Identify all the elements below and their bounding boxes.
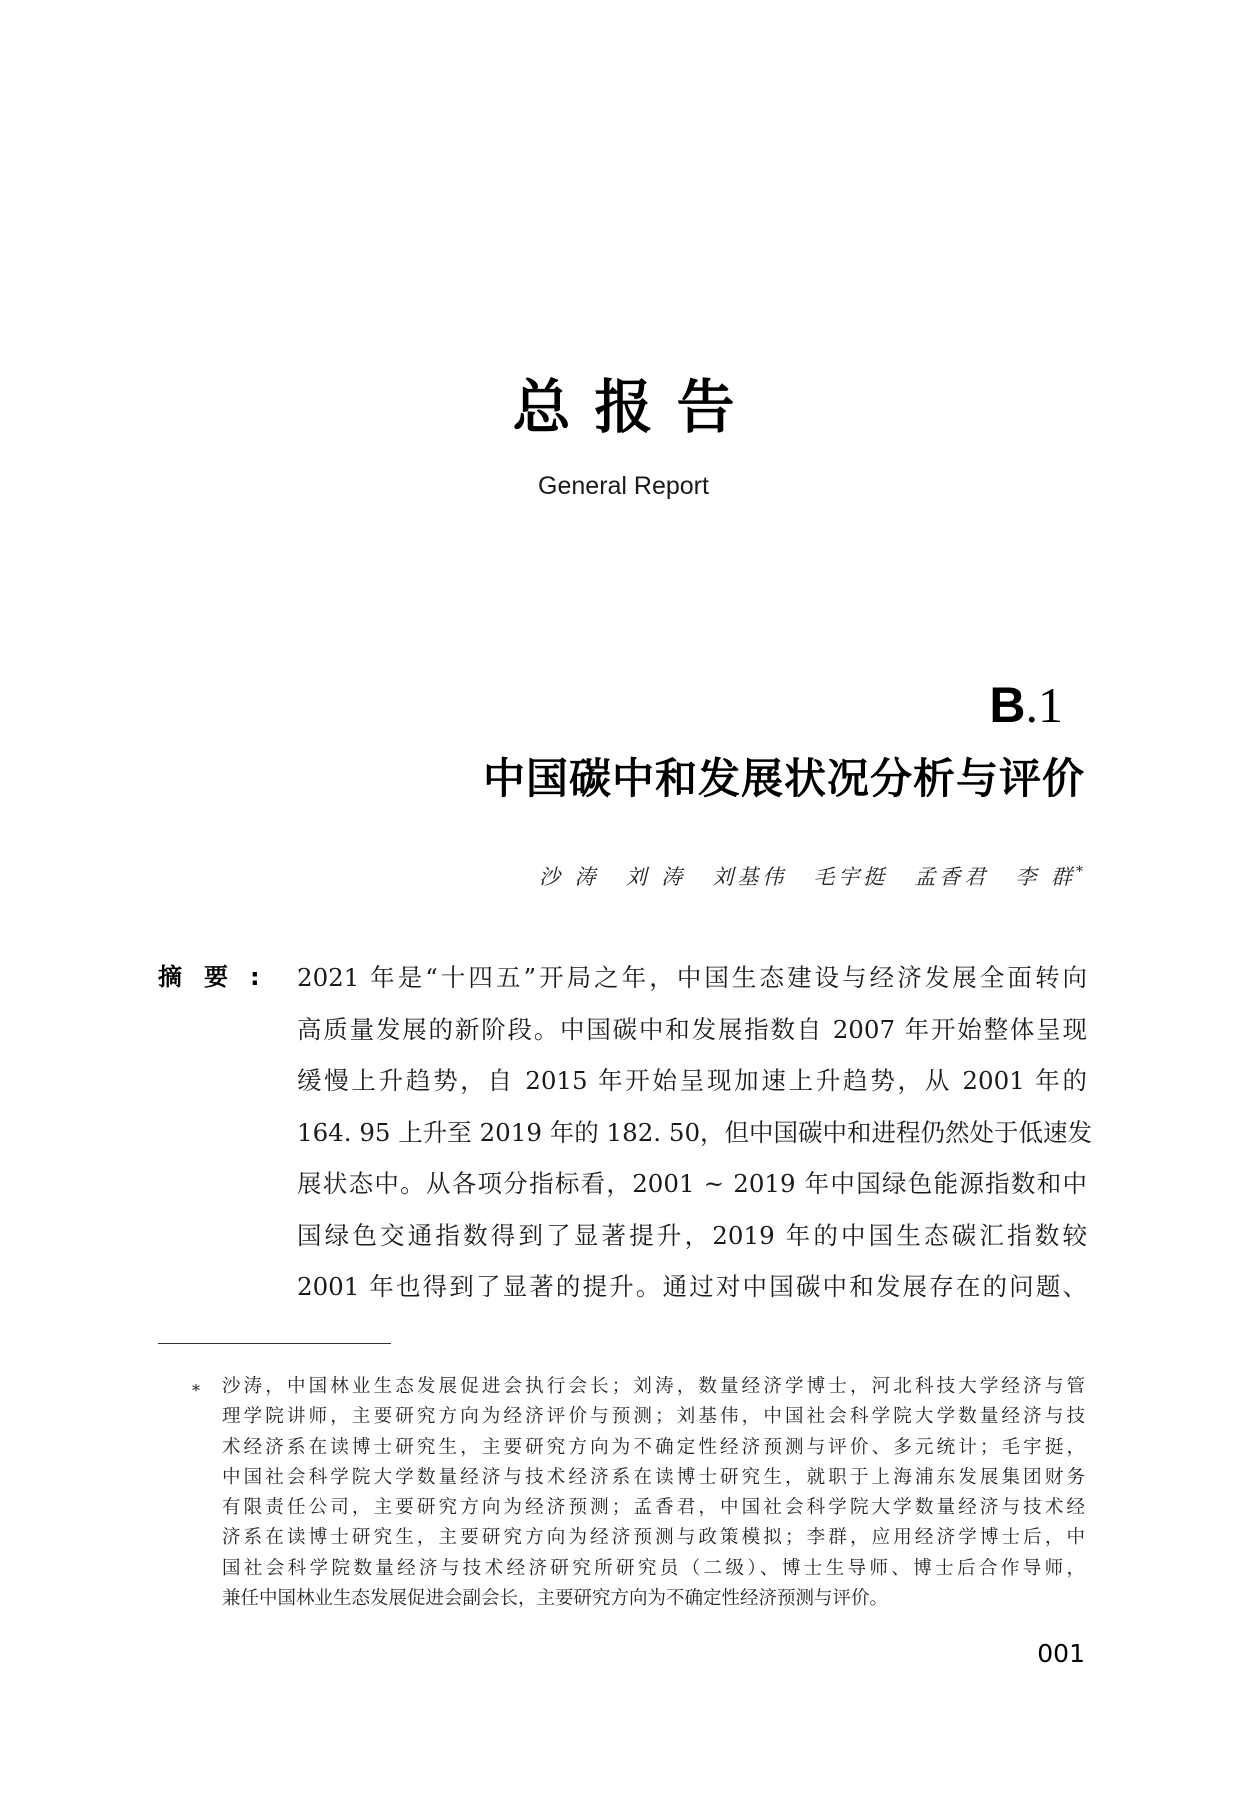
section-subtitle: General Report (538, 472, 709, 500)
footnote-line: 兼任中国林业生态发展促进会副会长，主要研究方向为不确定性经济预测与评价。 (222, 1588, 889, 1610)
abstract-line: 缓慢上升趋势，自 2015 年开始呈现加速上升趋势，从 2001 年的 (297, 1066, 1087, 1095)
footnote-line: 国社会科学院数量经济与技术经济研究所研究员（二级）、博士生导师、博士后合作导师， (222, 1557, 1085, 1579)
author-name: 李 群 (1015, 865, 1076, 889)
author-list (513, 864, 1083, 889)
author-name: 孟香君 (914, 865, 990, 889)
footnote-line: 有限责任公司，主要研究方向为经济预测；孟香君，中国社会科学院大学数量经济与技术经 (222, 1497, 1085, 1519)
abstract-line: 国绿色交通指数得到了显著提升，2019 年的中国生态碳汇指数较 (297, 1220, 1087, 1250)
footnote-line: 中国社会科学院大学数量经济与技术经济系在读博士研究生，就职于上海浦东发展集团财务 (222, 1466, 1085, 1488)
chapter-number (989, 677, 1063, 733)
author-name: 刘 涛 (625, 865, 687, 889)
footnote-line: 术经济系在读博士研究生，主要研究方向为不确定性经济预测与评价、多元统计；毛宇挺， (222, 1436, 1085, 1458)
abstract-body (297, 961, 1093, 1322)
abstract-line: 2001 年也得到了显著的提升。通过对中国碳中和发展存在的问题、 (297, 1272, 1087, 1301)
author-name: 沙 涛 (538, 865, 600, 889)
page-number: 001 (1037, 1639, 1085, 1668)
chapter-title: 中国碳中和发展状况分析与评价 (482, 754, 1085, 803)
footnote-marker: * (192, 1381, 200, 1400)
author-footnote-marker: * (1076, 864, 1083, 880)
footnote-line: 沙涛，中国林业生态发展促进会执行会长；刘涛，数量经济学博士，河北科技大学经济与管 (222, 1376, 1085, 1397)
chapter-number-suffix: .1 (1025, 677, 1063, 733)
abstract-line: 高质量发展的新阶段。中国碳中和发展指数自 2007 年开始整体呈现 (297, 1014, 1087, 1044)
chapter-number-prefix: B (989, 677, 1026, 733)
abstract-label: 摘要: (158, 963, 282, 991)
author-name: 毛宇挺 (813, 865, 889, 889)
footnote-body (222, 1374, 1085, 1616)
footnote-line: 济系在读博士研究生，主要研究方向为经济预测与政策模拟；李群，应用经济学博士后，中 (222, 1527, 1085, 1549)
abstract-line: 展状态中。从各项分指标看，2001 ~ 2019 年中国绿色能源指数和中 (297, 1169, 1087, 1198)
footnote-line: 理学院讲师，主要研究方向为经济评价与预测；刘基伟，中国社会科学院大学数量经济与技 (222, 1406, 1085, 1428)
section-title: 总报告 (512, 373, 759, 441)
abstract-line: 164. 95 上升至 2019 年的 182. 50，但中国碳中和进程仍然处于低速发 (297, 1117, 1093, 1147)
abstract-line: 2021 年是“十四五”开局之年，中国生态建设与经济发展全面转向 (297, 963, 1087, 992)
footnote-divider (158, 1343, 391, 1344)
author-name: 刘基伟 (712, 865, 788, 889)
